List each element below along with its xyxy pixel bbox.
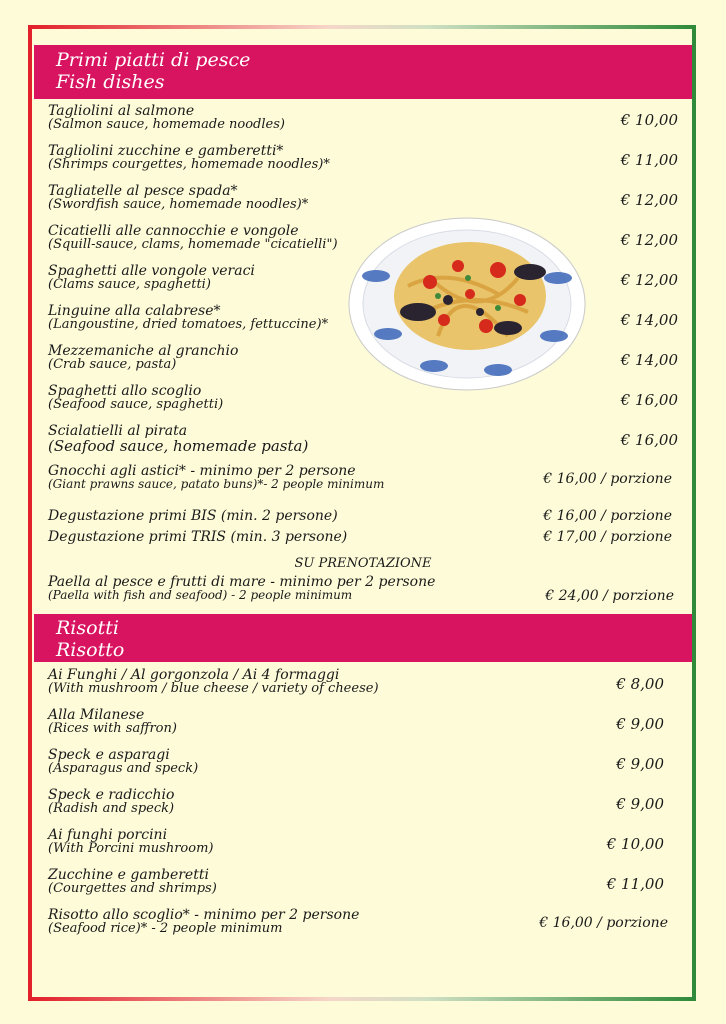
- risotti-title-it: Risotti: [56, 617, 119, 639]
- item-desc: (With mushroom / blue cheese / variety of cheese): [48, 681, 379, 696]
- item-name: Speck e asparagi: [48, 747, 170, 763]
- menu-item: [48, 828, 678, 855]
- item-desc: (Courgettes and shrimps): [48, 881, 217, 896]
- item-name: Ai funghi porcini: [48, 827, 168, 843]
- risotti-section-banner: [34, 614, 692, 662]
- menu-item: [48, 788, 678, 815]
- item-desc: (Asparagus and speck): [48, 761, 199, 776]
- item-desc: (Swordfish sauce, homemade noodles)*: [48, 197, 309, 212]
- fish-title-en: Fish dishes: [56, 71, 165, 93]
- item-name: Degustazione primi TRIS (min. 3 persone): [48, 529, 348, 545]
- item-desc: (Clams sauce, spaghetti): [48, 277, 211, 292]
- menu-item: [48, 908, 678, 935]
- pasta-dish-photo: [348, 216, 586, 392]
- menu-item: [48, 184, 678, 211]
- item-desc: (Crab sauce, pasta): [48, 357, 177, 372]
- item-name: Spaghetti alle vongole veraci: [48, 263, 255, 279]
- item-desc: (Langoustine, dried tomatoes, fettuccine)*: [48, 317, 329, 332]
- item-price: € 16,00 / porzione: [543, 508, 672, 524]
- item-name: Degustazione primi BIS (min. 2 persone): [48, 508, 338, 524]
- item-name: Gnocchi agli astici* - minimo per 2 persone: [48, 463, 356, 479]
- item-price: € 16,00 / porzione: [539, 915, 668, 931]
- menu-item: [48, 424, 678, 454]
- item-desc: (Seafood sauce, spaghetti): [48, 397, 224, 412]
- risotti-title-en: Risotto: [56, 639, 125, 661]
- item-desc: (Rices with saffron): [48, 721, 177, 736]
- menu-item: [48, 104, 678, 131]
- item-price: € 24,00 / porzione: [545, 588, 674, 604]
- item-price: € 11,00: [606, 875, 664, 893]
- item-name: Tagliatelle al pesce spada*: [48, 183, 238, 199]
- item-desc: (Radish and speck): [48, 801, 175, 816]
- item-price: € 12,00: [620, 191, 678, 209]
- item-name: Tagliolini zucchine e gamberetti*: [48, 143, 284, 159]
- item-price: € 16,00: [620, 391, 678, 409]
- reservation-note: SU PRENOTAZIONE: [294, 556, 432, 571]
- item-price: € 9,00: [616, 715, 664, 733]
- menu-item: [48, 708, 678, 735]
- item-desc: (Giant prawns sauce, patato buns)*- 2 people minimum: [48, 477, 385, 491]
- item-price: € 9,00: [616, 755, 664, 773]
- item-price: € 12,00: [620, 271, 678, 289]
- item-desc: (Paella with fish and seafood) - 2 people minimum: [48, 588, 353, 602]
- item-name: Mezzemaniche al granchio: [48, 343, 239, 359]
- item-name: Paella al pesce e frutti di mare - minimo per 2 persone: [48, 574, 436, 590]
- item-price: € 11,00: [620, 151, 678, 169]
- item-name: Risotto allo scoglio* - minimo per 2 persone: [48, 907, 360, 923]
- item-name: Spaghetti allo scoglio: [48, 383, 202, 399]
- menu-item: [48, 748, 678, 775]
- fish-section-banner: [34, 45, 692, 99]
- item-price: € 14,00: [620, 311, 678, 329]
- item-price: € 10,00: [606, 835, 664, 853]
- item-price: € 12,00: [620, 231, 678, 249]
- item-desc: (Salmon sauce, homemade noodles): [48, 117, 285, 132]
- item-desc: (With Porcini mushroom): [48, 841, 214, 856]
- item-name: Linguine alla calabrese*: [48, 303, 221, 319]
- item-price: € 14,00: [620, 351, 678, 369]
- menu-item: [48, 668, 678, 695]
- item-price: € 9,00: [616, 795, 664, 813]
- fish-title-it: Primi piatti di pesce: [56, 49, 251, 71]
- item-name: Tagliolini al salmone: [48, 103, 195, 119]
- item-name: Zucchine e gamberetti: [48, 867, 209, 883]
- item-price: € 10,00: [620, 111, 678, 129]
- item-desc: (Seafood rice)* - 2 people minimum: [48, 921, 283, 936]
- item-desc: (Seafood sauce, homemade pasta): [48, 437, 309, 455]
- menu-item: [48, 464, 678, 491]
- tasting-item: [48, 509, 678, 523]
- item-price: € 16,00: [620, 431, 678, 449]
- item-name: Speck e radicchio: [48, 787, 175, 803]
- item-price: € 16,00 / porzione: [543, 471, 672, 487]
- tasting-item: [48, 530, 678, 544]
- item-name: Scialatielli al pirata: [48, 423, 188, 439]
- item-price: € 8,00: [616, 675, 664, 693]
- item-desc: (Shrimps courgettes, homemade noodles)*: [48, 157, 330, 172]
- item-desc: (Squill-sauce, clams, homemade "cicatielli"): [48, 237, 338, 252]
- item-price: € 17,00 / porzione: [543, 529, 672, 545]
- item-name: Alla Milanese: [48, 707, 145, 723]
- menu-item: [48, 868, 678, 895]
- menu-item: [48, 144, 678, 171]
- item-name: Ai Funghi / Al gorgonzola / Ai 4 formaggi: [48, 667, 340, 683]
- menu-item: [48, 575, 678, 602]
- item-name: Cicatielli alle cannocchie e vongole: [48, 223, 299, 239]
